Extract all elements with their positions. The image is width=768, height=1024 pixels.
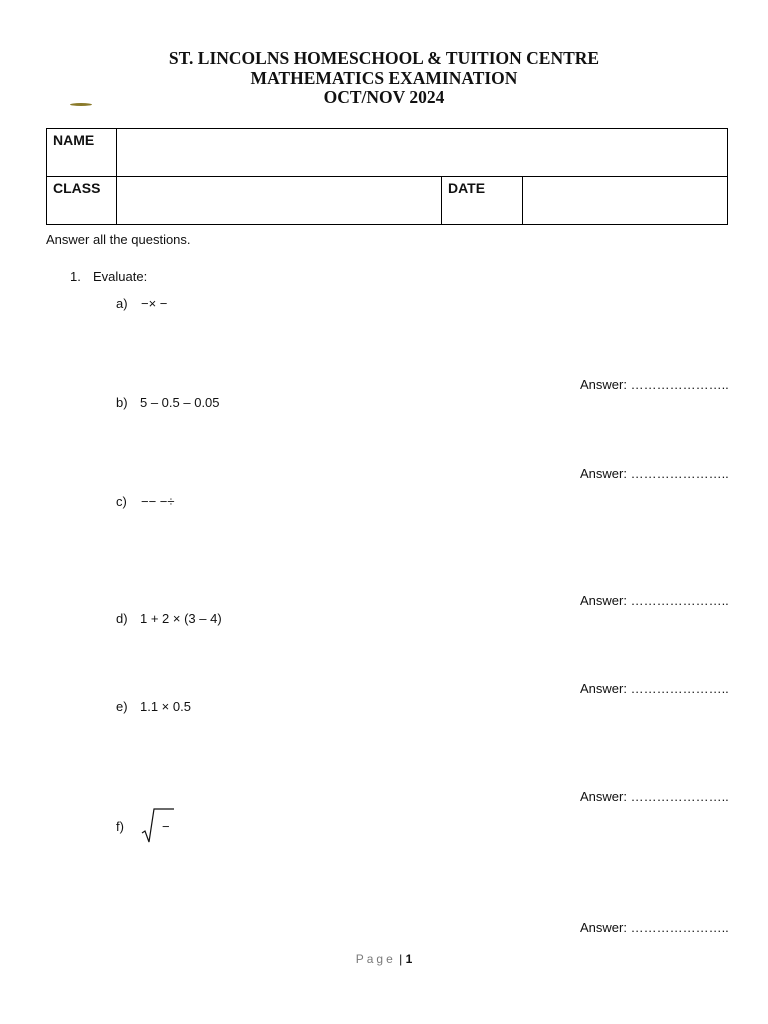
part-a-label: a): [116, 296, 128, 311]
page-number: 1: [405, 952, 413, 966]
date-field[interactable]: [523, 177, 728, 225]
page-word: Page: [355, 952, 396, 966]
part-e-answer: Answer: …………………..: [580, 789, 729, 804]
date-label: DATE: [442, 177, 523, 225]
name-field[interactable]: [117, 129, 728, 177]
page-footer: [0, 952, 768, 966]
question-number: 1.: [70, 269, 81, 284]
part-e-label: e): [116, 699, 128, 714]
part-f-label: f): [116, 819, 124, 834]
part-c-expression: −− −÷: [141, 494, 175, 509]
part-d-label: d): [116, 611, 128, 626]
part-f-answer: Answer: …………………..: [580, 920, 729, 935]
part-c-label: c): [116, 494, 127, 509]
part-d-answer: Answer: …………………..: [580, 681, 729, 696]
instructions: Answer all the questions.: [46, 232, 191, 247]
exam-session: OCT/NOV 2024: [323, 87, 445, 107]
part-e-expression: 1.1 × 0.5: [140, 699, 191, 714]
name-label: NAME: [47, 129, 117, 177]
part-c-answer: Answer: …………………..: [580, 593, 729, 608]
question-prompt: Evaluate:: [93, 269, 148, 284]
student-info-table: [46, 128, 728, 225]
class-label: CLASS: [47, 177, 117, 225]
part-d-expression: 1 + 2 × (3 – 4): [140, 611, 222, 626]
part-a-expression: −× −: [141, 296, 168, 311]
part-b-label: b): [116, 395, 128, 410]
logo-mark: [70, 103, 92, 106]
part-b-answer: Answer: …………………..: [580, 466, 729, 481]
class-field[interactable]: [117, 177, 442, 225]
part-b-expression: 5 – 0.5 – 0.05: [140, 395, 220, 410]
part-a-answer: Answer: …………………..: [580, 377, 729, 392]
exam-title: MATHEMATICS EXAMINATION: [250, 68, 518, 88]
part-f-expression: −: [162, 819, 170, 834]
page-separator: |: [399, 952, 403, 966]
square-root-icon: [141, 806, 175, 846]
school-name: ST. LINCOLNS HOMESCHOOL & TUITION CENTRE: [168, 48, 600, 68]
